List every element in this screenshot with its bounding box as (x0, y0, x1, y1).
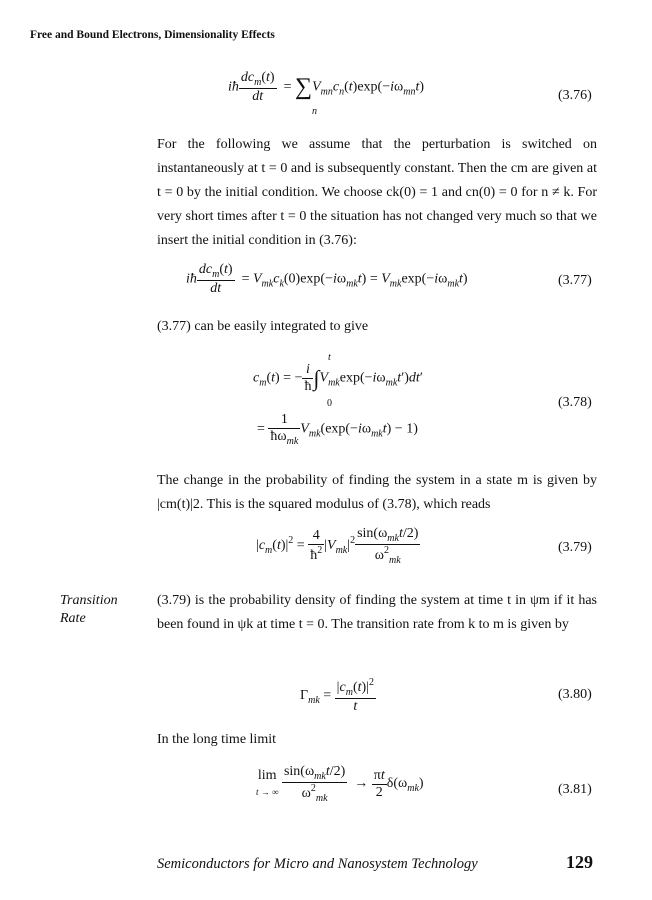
margin-note (60, 592, 118, 628)
paragraph: (3.79) is the probability density of finding the system at time t in ψm if it has been found in ψk at time t = 0. The transition rate from k to m is given by (157, 593, 597, 632)
equation-3-80: $\Gamma_{mk}$ = $\frac{|c_m(t)|^2}{t}$ (300, 677, 374, 714)
equation-number: (3.79) (558, 540, 592, 555)
equation-3-78-line1: $c_m(t)$ = − $\frac{i}{ħ}$ $\int V_{mk}\exp(-i\omega_{mk}t')dt'$ (253, 362, 423, 394)
book-title: Semiconductors for Micro and Nanosystem Technology (157, 856, 478, 872)
paragraph: (3.77) can be easily integrated to give (157, 319, 369, 334)
margin-note-line: Transition (60, 593, 118, 608)
equation-3-77: iħ $\frac{dc_m(t)}{dt}$ = $V_{mk}c_k(0)\exp(-i\omega_{mk}t) = V_{mk}\exp(-i\omega_{mk}t)$ (186, 262, 468, 296)
equation-number: (3.78) (558, 395, 592, 410)
paragraph: The change in the probability of finding the system in a state m is given by |cm(t)|2. This is the squared modulus of (3.78), which reads (157, 473, 597, 512)
equation-number: (3.76) (558, 88, 592, 103)
running-title: Free and Bound Electrons, Dimensionality Effects (30, 29, 275, 41)
margin-note-line: Rate (60, 611, 86, 626)
sum-index: n (312, 106, 317, 117)
equation-number: (3.81) (558, 782, 592, 797)
integral-lower-limit: 0 (327, 398, 332, 409)
equation-3-79: $|c_m(t)|^2$ = $\frac{4}{ħ^2}$ $|V_{mk}|^2$ $\frac{\sin(\omega_{mk}t/2)}{\omega^2_{mk}}$ (256, 526, 419, 566)
page-number: 129 (566, 852, 593, 872)
equation-3-78-line2: = $\frac{1}{ħ\omega_{mk}}$ $V_{mk}(\exp(-i\omega_{mk}t) - 1)$ (257, 412, 418, 447)
equation-number: (3.80) (558, 687, 592, 702)
equation-3-76: iħ $\frac{dc_m(t)}{dt}$ = $\sum V_{mn}c_n(t)\exp(-i\omega_{mn}t)$ (228, 70, 425, 104)
equation-3-81: lim t → ∞ $\frac{\sin(\omega_{mk}t/2)}{\omega^2_{mk}}$ → $\frac{\pi t}{2}$ $\delta(\omega_{mk})$ (256, 764, 424, 804)
paragraph: For the following we assume that the perturbation is switched on instantaneously at t = 0 and is subsequently constant. Then the cm are given at t = 0 by the initial condition. We choose ck(0) = 1 and cn(0) = 0 for n ≠ k. For very short times after t = 0 the situation has not changed very much so that we insert the initial condition in (3.76): (157, 137, 597, 248)
paragraph: In the long time limit (157, 732, 276, 747)
equation-number: (3.77) (558, 273, 592, 288)
integral-upper-limit: t (328, 352, 331, 363)
